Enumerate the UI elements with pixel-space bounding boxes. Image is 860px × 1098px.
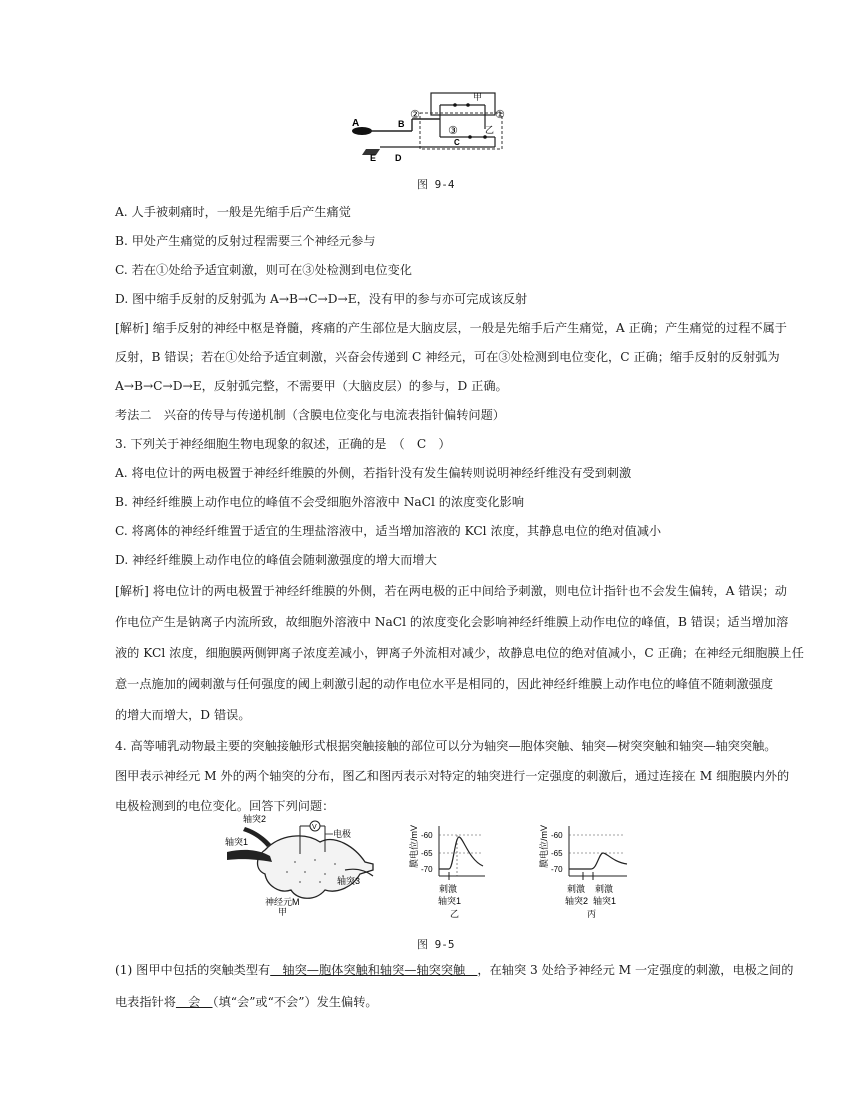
fig95-axon3-label: 轴突3 <box>337 876 361 886</box>
q4-part1-text: 电表指针将 <box>115 995 176 1009</box>
q3-option-b: B. 神经纤维膜上动作电位的峰值不会受细胞外溶液中 NaCl 的浓度变化影响 <box>115 495 525 509</box>
q4-part1-text: (1) 图甲中包括的突触类型有 <box>115 963 271 977</box>
fig95-yi-stim: 刺激 <box>439 884 458 894</box>
fig95-bing-tick: -60 <box>551 831 563 840</box>
fig95-neuronM-label: 神经元M <box>265 897 300 907</box>
figure-9-4-caption: 图 9-4 <box>417 178 455 191</box>
q3-analysis-line: 意一点施加的阈刺激与任何强度的阈上刺激引起的动作电位水平是相同的，因此神经纤维膜上动作电位的峰值不随刺激强度 <box>115 677 774 691</box>
fig95-bing-stim: 刺激 <box>595 884 614 894</box>
fig95-electrode-label: 电极 <box>333 829 352 839</box>
q2-analysis-line: A→B→C→D→E，反射弧完整，不需要甲（大脑皮层）的参与，D 正确。 <box>115 379 508 393</box>
fig95-yi-tick: -65 <box>421 849 433 858</box>
fig95-axon2-label: 轴突2 <box>243 814 267 824</box>
fig95-yi-tick: -70 <box>421 865 433 874</box>
fig95-bing-label: 丙 <box>587 909 597 919</box>
figure-9-4 <box>340 85 520 165</box>
fig94-label-A: A <box>352 118 360 129</box>
q3-option-d: D. 神经纤维膜上动作电位的峰值会随刺激强度的增大而增大 <box>115 553 437 567</box>
fig94-label-D: D <box>395 153 402 163</box>
fig94-label-2: ② <box>410 109 420 121</box>
q3-analysis-line: [解析] 将电位计的两电极置于神经纤维膜的外侧，若在两电极的正中间给予刺激，则电位计指针也不会发生偏转，A 错误；动 <box>115 584 787 598</box>
figure-9-5-caption: 图 9-5 <box>417 938 455 951</box>
q4-stem-line: 电极检测到的电位变化。回答下列问题： <box>115 799 335 813</box>
fig94-label-jia: 甲 <box>473 92 483 102</box>
fig95-bing-tick: -70 <box>551 865 563 874</box>
fig95-bing-stim: 刺激 <box>567 884 586 894</box>
q4-part1-line1 <box>115 962 793 978</box>
q2-option-b: B. 甲处产生痛觉的反射过程需要三个神经元参与 <box>115 234 376 248</box>
q3-analysis-line: 的增大而增大，D 错误。 <box>115 708 251 722</box>
q3-analysis-line: 作电位产生是钠离子内流所致，故细胞外溶液中 NaCl 的浓度变化会影响神经纤维膜上动作电位的峰值，B 错误；适当增加溶 <box>115 615 789 629</box>
fig95-axon1-label: 轴突1 <box>225 837 249 847</box>
fig94-label-E: E <box>370 153 377 163</box>
q3-option-c: C. 将离体的神经纤维置于适宜的生理盐溶液中，适当增加溶液的 KCl 浓度，其静息电位的绝对值减小 <box>115 524 662 538</box>
fig95-bing-axon2: 轴突2 <box>565 896 589 906</box>
fig94-label-3: ③ <box>448 125 458 137</box>
q2-option-a: A. 人手被刺痛时，一般是先缩手后产生痛觉 <box>115 205 351 219</box>
figure-9-5-bing <box>535 822 640 920</box>
fig94-label-1: ① <box>495 109 505 121</box>
q4-stem-line: 图甲表示神经元 M 外的两个轴突的分布，图乙和图丙表示对特定的轴突进行一定强度的刺激后，通过连接在 M 细胞膜内外的 <box>115 769 790 783</box>
fig95-yi-label: 乙 <box>450 909 460 919</box>
q3-analysis-line: 液的 KCl 浓度，细胞膜两侧钾离子浓度差减小，钾离子外流相对减少，故静息电位的绝对值减小，C 正确；在神经元细胞膜上任 <box>115 646 804 660</box>
q4-part1-line2 <box>115 994 378 1010</box>
q2-option-c: C. 若在①处给予适宜刺激，则可在③处检测到电位变化 <box>115 263 412 277</box>
figure-9-5-yi <box>405 822 500 920</box>
q4-part1-text: ，在轴突 3 处给予神经元 M 一定强度的刺激，电极之间的 <box>477 963 794 977</box>
fig94-label-C: C <box>454 138 460 147</box>
fig95-yi-axon: 轴突1 <box>438 896 462 906</box>
q4-answer-deflection: 会 <box>175 995 213 1009</box>
q4-stem-line: 4. 高等哺乳动物最主要的突触接触形式根据突触接触的部位可以分为轴突—胞体突触、轴突—树突突触和轴突—轴突突触。 <box>115 739 777 753</box>
neuron-M-body <box>258 836 374 898</box>
fig95-bing-tick: -65 <box>551 849 563 858</box>
q2-analysis-line: [解析] 缩手反射的神经中枢是脊髓，疼痛的产生部位是大脑皮层，一般是先缩手后产生痛觉，A 正确；产生痛觉的过程不属于 <box>115 321 787 335</box>
bing-curve <box>569 853 627 869</box>
fig95-jia-label: 甲 <box>278 907 288 917</box>
q3-option-a: A. 将电位计的两电极置于神经纤维膜的外侧，若指针没有发生偏转则说明神经纤维没有受到刺激 <box>115 466 632 480</box>
q2-option-d: D. 图中缩手反射的反射弧为 A→B→C→D→E，没有甲的参与亦可完成该反射 <box>115 292 528 306</box>
fig95-bing-axon1: 轴突1 <box>593 896 617 906</box>
q4-answer-synapse-types: 轴突—胞体突触和轴突—轴突突触 <box>270 963 478 977</box>
figure-9-5-jia <box>225 812 375 917</box>
fig95-bing-ylabel: 膜电位/mV <box>539 824 549 868</box>
fig94-label-yi: 乙 <box>485 125 495 135</box>
fig95-yi-tick: -60 <box>421 831 433 840</box>
q2-analysis-line: 反射，B 错误；若在①处给予适宜刺激，兴奋会传递到 C 神经元，可在③处检测到电位变化，C 正确；缩手反射的反射弧为 <box>115 350 780 364</box>
fig95-voltmeter-label: V <box>312 824 317 831</box>
section-title: 考法二 兴奋的传导与传递机制（含膜电位变化与电流表指针偏转问题） <box>115 408 505 422</box>
q3-stem: 3. 下列关于神经细胞生物电现象的叙述，正确的是 （ C ） <box>115 437 451 451</box>
fig94-label-B: B <box>398 119 405 129</box>
q4-part1-text: （填“会”或“不会”）发生偏转。 <box>212 995 378 1009</box>
fig95-yi-ylabel: 膜电位/mV <box>409 824 419 868</box>
